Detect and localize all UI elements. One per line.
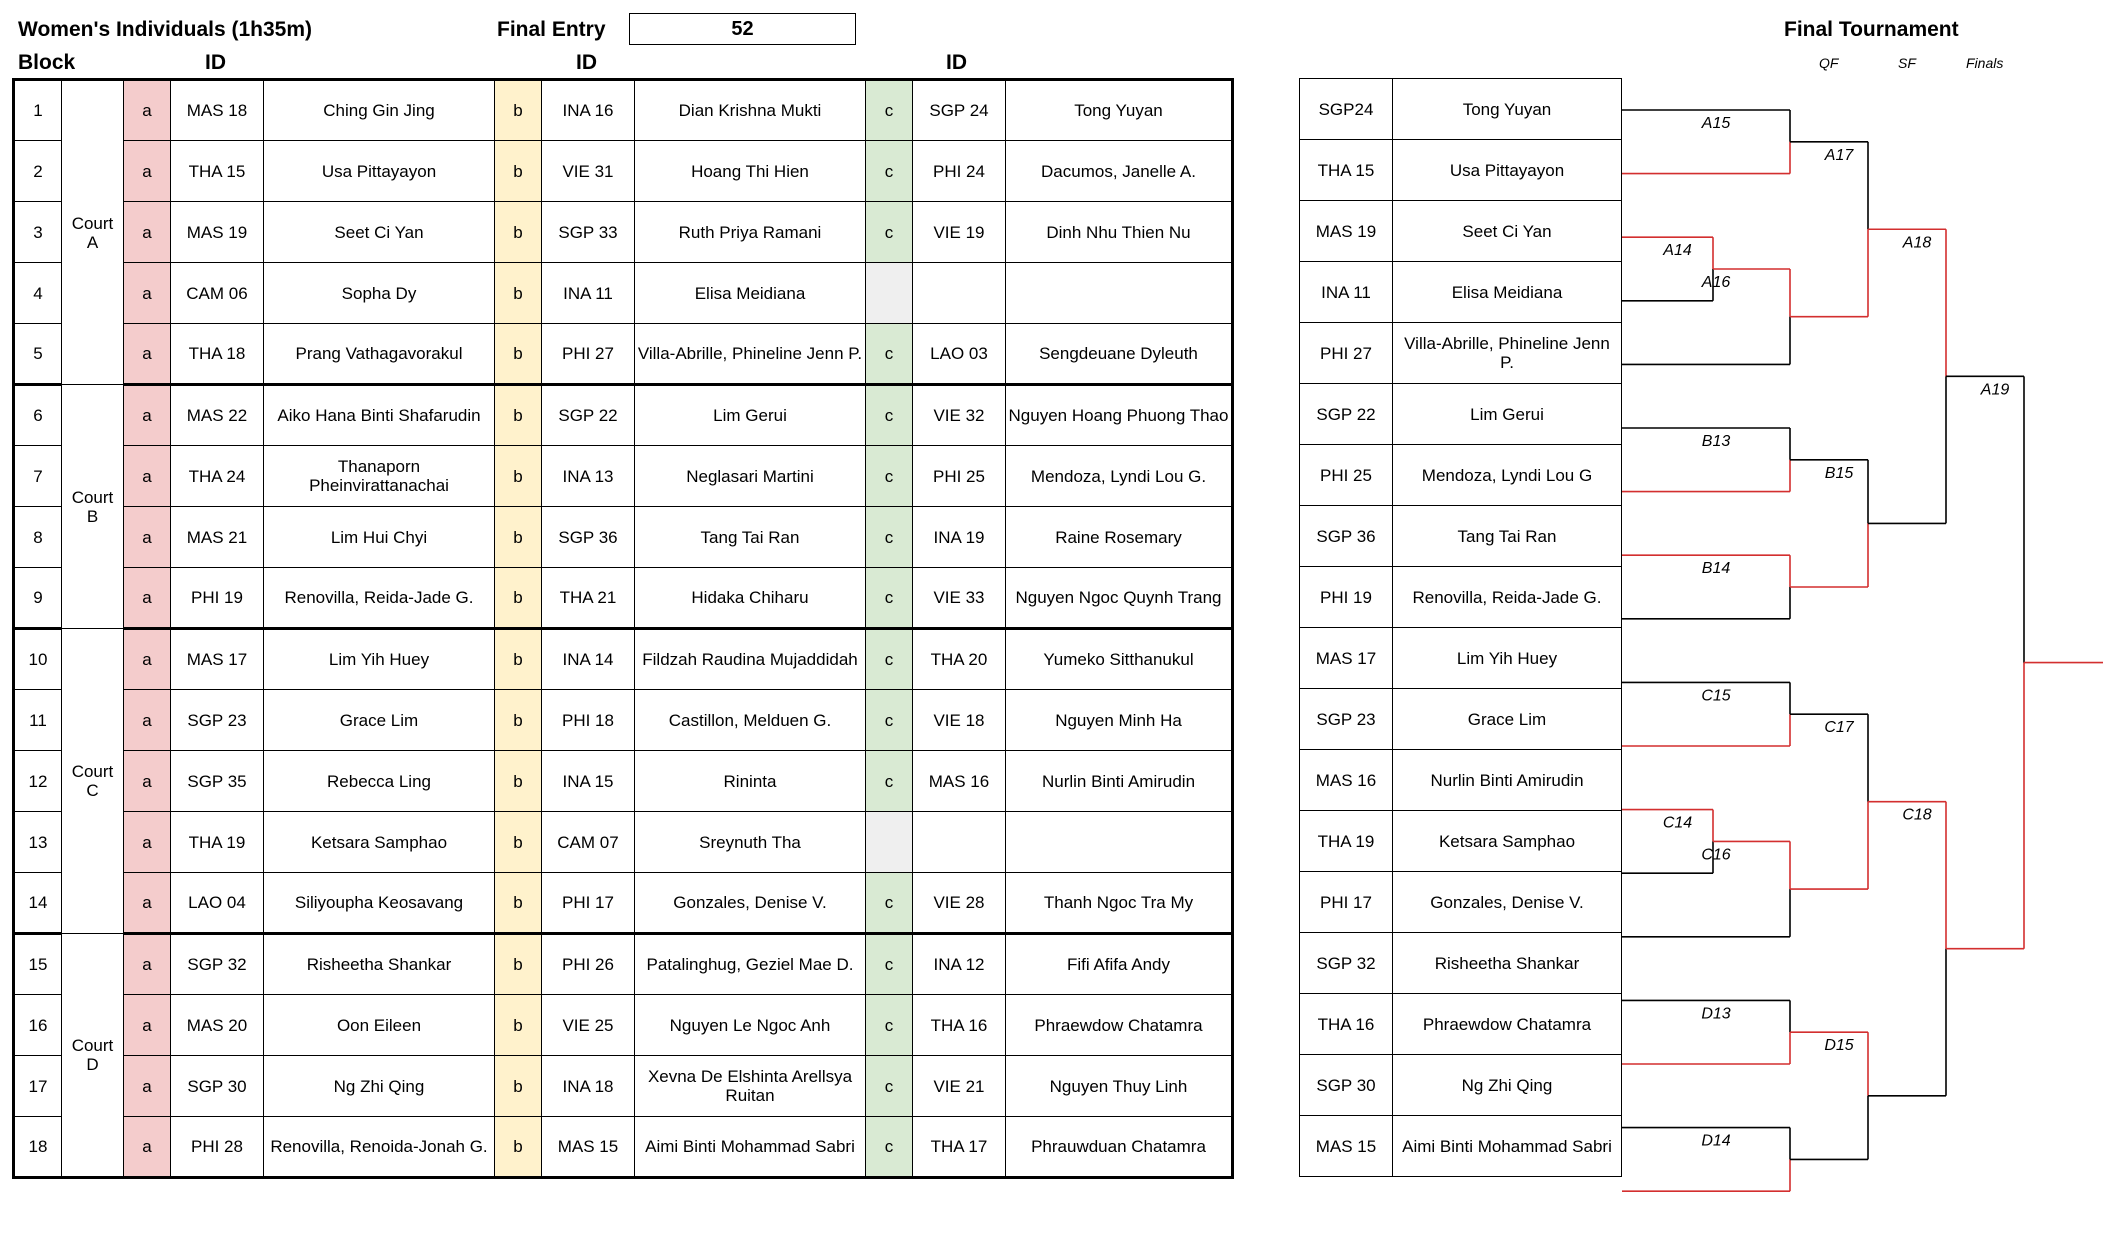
player-c-name: Fifi Afifa Andy xyxy=(1006,934,1233,995)
player-b-id: THA 21 xyxy=(542,568,635,629)
final-entry-id: THA 16 xyxy=(1300,994,1393,1055)
final-entry-id: SGP24 xyxy=(1300,79,1393,140)
player-a-name: Seet Ci Yan xyxy=(264,202,495,263)
player-b-name: Tang Tai Ran xyxy=(635,507,866,568)
pool-c-tag: c xyxy=(866,568,913,629)
player-c-id: INA 12 xyxy=(913,934,1006,995)
player-b-id: INA 13 xyxy=(542,446,635,507)
court-label: Court C xyxy=(62,629,124,934)
match-label: D14 xyxy=(1701,1132,1731,1150)
pool-a-tag: a xyxy=(124,1117,171,1178)
pool-a-tag: a xyxy=(124,324,171,385)
final-entry-name: Seet Ci Yan xyxy=(1393,201,1622,262)
player-c-name: Sengdeuane Dyleuth xyxy=(1006,324,1233,385)
player-a-name: Renovilla, Reida-Jade G. xyxy=(264,568,495,629)
player-b-id: PHI 26 xyxy=(542,934,635,995)
player-b-id: INA 18 xyxy=(542,1056,635,1117)
player-a-id: SGP 35 xyxy=(171,751,264,812)
match-label: A16 xyxy=(1701,274,1731,291)
id-header-c: ID xyxy=(946,51,967,74)
pool-a-tag: a xyxy=(124,934,171,995)
pool-b-tag: b xyxy=(495,80,542,141)
player-a-name: Ketsara Samphao xyxy=(264,812,495,873)
player-a-name: Oon Eileen xyxy=(264,995,495,1056)
player-c-name: Nguyen Ngoc Quynh Trang xyxy=(1006,568,1233,629)
row-number: 11 xyxy=(14,690,62,751)
player-b-id: INA 14 xyxy=(542,629,635,690)
player-b-id: INA 15 xyxy=(542,751,635,812)
pool-a-tag: a xyxy=(124,751,171,812)
row-number: 5 xyxy=(14,324,62,385)
player-c-id: VIE 21 xyxy=(913,1056,1006,1117)
pool-b-tag: b xyxy=(495,1117,542,1178)
player-b-id: CAM 07 xyxy=(542,812,635,873)
final-entry-id: THA 15 xyxy=(1300,140,1393,201)
player-c-name: Dinh Nhu Thien Nu xyxy=(1006,202,1233,263)
row-number: 18 xyxy=(14,1117,62,1178)
player-b-id: INA 16 xyxy=(542,80,635,141)
player-c-id: THA 20 xyxy=(913,629,1006,690)
final-entry-id: PHI 19 xyxy=(1300,567,1393,628)
player-a-name: Renovilla, Renoida-Jonah G. xyxy=(264,1117,495,1178)
player-a-id: SGP 23 xyxy=(171,690,264,751)
pool-a-tag: a xyxy=(124,263,171,324)
pool-b-tag: b xyxy=(495,934,542,995)
player-c-id: SGP 24 xyxy=(913,80,1006,141)
player-a-name: Rebecca Ling xyxy=(264,751,495,812)
pool-a-tag: a xyxy=(124,690,171,751)
id-header-b: ID xyxy=(576,51,597,74)
player-a-id: MAS 19 xyxy=(171,202,264,263)
row-number: 16 xyxy=(14,995,62,1056)
final-entry-id: PHI 27 xyxy=(1300,323,1393,384)
pool-a-tag: a xyxy=(124,629,171,690)
player-b-name: Hoang Thi Hien xyxy=(635,141,866,202)
pool-c-tag: c xyxy=(866,80,913,141)
match-label: A14 xyxy=(1663,242,1692,260)
final-entry-id: MAS 16 xyxy=(1300,750,1393,811)
player-b-id: SGP 33 xyxy=(542,202,635,263)
final-entry-name: Renovilla, Reida-Jade G. xyxy=(1393,567,1622,628)
pool-c-tag: c xyxy=(866,690,913,751)
player-c-id: LAO 03 xyxy=(913,324,1006,385)
player-b-name: Neglasari Martini xyxy=(635,446,866,507)
player-a-id: THA 24 xyxy=(171,446,264,507)
pool-a-tag: a xyxy=(124,385,171,446)
player-b-name: Aimi Binti Mohammad Sabri xyxy=(635,1117,866,1178)
court-label: Court B xyxy=(62,385,124,629)
final-entry-name: Mendoza, Lyndi Lou G xyxy=(1393,445,1622,506)
pool-c-tag: c xyxy=(866,202,913,263)
player-a-id: SGP 30 xyxy=(171,1056,264,1117)
player-b-name: Nguyen Le Ngoc Anh xyxy=(635,995,866,1056)
pool-b-tag: b xyxy=(495,141,542,202)
player-c-name: Dacumos, Janelle A. xyxy=(1006,141,1233,202)
player-b-id: PHI 18 xyxy=(542,690,635,751)
match-label: A17 xyxy=(1824,146,1854,164)
pool-b-tag: b xyxy=(495,1056,542,1117)
final-entry-name: Tong Yuyan xyxy=(1393,79,1622,140)
player-c-id: MAS 16 xyxy=(913,751,1006,812)
pool-b-tag: b xyxy=(495,995,542,1056)
final-entry-name: Gonzales, Denise V. xyxy=(1393,872,1622,933)
final-entry-id: SGP 36 xyxy=(1300,506,1393,567)
final-entry-name: Phraewdow Chatamra xyxy=(1393,994,1622,1055)
pool-a-tag: a xyxy=(124,202,171,263)
player-a-id: MAS 20 xyxy=(171,995,264,1056)
player-b-name: Xevna De Elshinta Arellsya Ruitan xyxy=(635,1056,866,1117)
final-entry-id: MAS 19 xyxy=(1300,201,1393,262)
player-c-name: Nguyen Hoang Phuong Thao xyxy=(1006,385,1233,446)
pool-a-tag: a xyxy=(124,80,171,141)
player-a-id: SGP 32 xyxy=(171,934,264,995)
block-header: Block xyxy=(18,51,76,74)
match-label: A18 xyxy=(1902,234,1932,252)
final-entry-label: Final Entry xyxy=(497,18,606,41)
player-a-name: Usa Pittayayon xyxy=(264,141,495,202)
player-b-name: Lim Gerui xyxy=(635,385,866,446)
player-a-id: THA 19 xyxy=(171,812,264,873)
row-number: 12 xyxy=(14,751,62,812)
round-finals-label: Finals xyxy=(1966,55,2004,71)
pool-c-tag: c xyxy=(866,141,913,202)
row-number: 2 xyxy=(14,141,62,202)
final-entry-name: Usa Pittayayon xyxy=(1393,140,1622,201)
player-c-id: VIE 32 xyxy=(913,385,1006,446)
pool-b-tag: b xyxy=(495,263,542,324)
match-label: B14 xyxy=(1701,560,1731,578)
final-entry-name: Ketsara Samphao xyxy=(1393,811,1622,872)
player-c-id: VIE 33 xyxy=(913,568,1006,629)
row-number: 14 xyxy=(14,873,62,934)
player-b-id: VIE 25 xyxy=(542,995,635,1056)
pool-a-tag: a xyxy=(124,446,171,507)
pool-c-tag: c xyxy=(866,507,913,568)
final-entry-value: 52 xyxy=(629,13,856,45)
match-label: D13 xyxy=(1701,1005,1731,1023)
player-a-name: Thanaporn Pheinvirattanachai xyxy=(264,446,495,507)
player-b-name: Gonzales, Denise V. xyxy=(635,873,866,934)
player-c-name: Tong Yuyan xyxy=(1006,80,1233,141)
player-b-name: Dian Krishna Mukti xyxy=(635,80,866,141)
player-a-id: CAM 06 xyxy=(171,263,264,324)
final-entry-name: Lim Yih Huey xyxy=(1393,628,1622,689)
pool-a-tag: a xyxy=(124,568,171,629)
row-number: 8 xyxy=(14,507,62,568)
player-a-name: Siliyoupha Keosavang xyxy=(264,873,495,934)
pool-c-tag: c xyxy=(866,751,913,812)
row-number: 7 xyxy=(14,446,62,507)
pool-b-tag: b xyxy=(495,385,542,446)
court-label: Court D xyxy=(62,934,124,1178)
player-b-id: PHI 27 xyxy=(542,324,635,385)
player-c-name: Mendoza, Lyndi Lou G. xyxy=(1006,446,1233,507)
player-b-name: Castillon, Melduen G. xyxy=(635,690,866,751)
final-entry-name: Elisa Meidiana xyxy=(1393,262,1622,323)
pool-c-tag: c xyxy=(866,629,913,690)
id-header-a: ID xyxy=(205,51,226,74)
player-c-id: THA 16 xyxy=(913,995,1006,1056)
pool-c-tag: c xyxy=(866,324,913,385)
pool-c-tag: c xyxy=(866,873,913,934)
pool-a-tag: a xyxy=(124,1056,171,1117)
player-b-name: Villa-Abrille, Phineline Jenn P. xyxy=(635,324,866,385)
pool-b-tag: b xyxy=(495,873,542,934)
player-a-id: THA 18 xyxy=(171,324,264,385)
pool-b-tag: b xyxy=(495,324,542,385)
match-label: B15 xyxy=(1824,464,1854,482)
pool-a-tag: a xyxy=(124,995,171,1056)
match-label: C16 xyxy=(1701,846,1731,864)
row-number: 17 xyxy=(14,1056,62,1117)
row-number: 3 xyxy=(14,202,62,263)
match-label: C18 xyxy=(1902,806,1932,824)
match-label: B13 xyxy=(1701,433,1731,450)
player-a-name: Lim Hui Chyi xyxy=(264,507,495,568)
player-a-id: MAS 22 xyxy=(171,385,264,446)
player-a-id: MAS 18 xyxy=(171,80,264,141)
player-b-id: VIE 31 xyxy=(542,141,635,202)
player-c-name: Raine Rosemary xyxy=(1006,507,1233,568)
pool-b-tag: b xyxy=(495,751,542,812)
pool-b-tag: b xyxy=(495,568,542,629)
player-b-id: INA 11 xyxy=(542,263,635,324)
pool-b-tag: b xyxy=(495,629,542,690)
row-number: 15 xyxy=(14,934,62,995)
player-c-name: Nguyen Minh Ha xyxy=(1006,690,1233,751)
tournament-title: Final Tournament xyxy=(1784,18,1959,41)
pool-a-tag: a xyxy=(124,812,171,873)
final-entry-id: SGP 22 xyxy=(1300,384,1393,445)
player-b-name: Fildzah Raudina Mujaddidah xyxy=(635,629,866,690)
player-c-name: Nurlin Binti Amirudin xyxy=(1006,751,1233,812)
player-c-name: Phrauwduan Chatamra xyxy=(1006,1117,1233,1178)
player-b-name: Sreynuth Tha xyxy=(635,812,866,873)
player-c-name: Thanh Ngoc Tra My xyxy=(1006,873,1233,934)
player-c-id: INA 19 xyxy=(913,507,1006,568)
final-entry-id: SGP 23 xyxy=(1300,689,1393,750)
player-c-id: THA 17 xyxy=(913,1117,1006,1178)
pool-a-tag: a xyxy=(124,507,171,568)
match-label: C15 xyxy=(1701,687,1731,705)
player-a-id: THA 15 xyxy=(171,141,264,202)
event-title: Women's Individuals (1h35m) xyxy=(18,18,312,41)
player-a-id: PHI 19 xyxy=(171,568,264,629)
final-entry-name: Risheetha Shankar xyxy=(1393,933,1622,994)
player-a-id: MAS 21 xyxy=(171,507,264,568)
player-c-id: PHI 25 xyxy=(913,446,1006,507)
player-b-id: SGP 22 xyxy=(542,385,635,446)
pool-c-tag: c xyxy=(866,1117,913,1178)
match-label: A15 xyxy=(1701,115,1731,132)
player-c-name: Phraewdow Chatamra xyxy=(1006,995,1233,1056)
final-entry-id: SGP 32 xyxy=(1300,933,1393,994)
row-number: 13 xyxy=(14,812,62,873)
final-entry-id: PHI 17 xyxy=(1300,872,1393,933)
round-sf-label: SF xyxy=(1898,55,1916,71)
player-b-name: Elisa Meidiana xyxy=(635,263,866,324)
row-number: 1 xyxy=(14,80,62,141)
pool-b-tag: b xyxy=(495,507,542,568)
match-label: C17 xyxy=(1824,719,1854,737)
player-c-name: Yumeko Sitthanukul xyxy=(1006,629,1233,690)
final-entry-id: MAS 15 xyxy=(1300,1116,1393,1177)
player-c-id: PHI 24 xyxy=(913,141,1006,202)
match-label: C14 xyxy=(1662,814,1693,832)
player-a-name: Lim Yih Huey xyxy=(264,629,495,690)
final-entry-id: INA 11 xyxy=(1300,262,1393,323)
pool-b-tag: b xyxy=(495,812,542,873)
final-entry-id: THA 19 xyxy=(1300,811,1393,872)
final-entry-name: Tang Tai Ran xyxy=(1393,506,1622,567)
player-b-id: SGP 36 xyxy=(542,507,635,568)
pool-a-tag: a xyxy=(124,141,171,202)
row-number: 9 xyxy=(14,568,62,629)
player-c-id: VIE 28 xyxy=(913,873,1006,934)
pool-b-tag: b xyxy=(495,202,542,263)
final-entry-name: Aimi Binti Mohammad Sabri xyxy=(1393,1116,1622,1177)
final-entry-name: Lim Gerui xyxy=(1393,384,1622,445)
player-c-id: VIE 19 xyxy=(913,202,1006,263)
player-a-name: Ching Gin Jing xyxy=(264,80,495,141)
pool-b-tag: b xyxy=(495,690,542,751)
player-c-name: Nguyen Thuy Linh xyxy=(1006,1056,1233,1117)
row-number: 6 xyxy=(14,385,62,446)
row-number: 10 xyxy=(14,629,62,690)
player-a-id: PHI 28 xyxy=(171,1117,264,1178)
player-a-name: Risheetha Shankar xyxy=(264,934,495,995)
row-number: 4 xyxy=(14,263,62,324)
player-c-id: VIE 18 xyxy=(913,690,1006,751)
final-entry-id: PHI 25 xyxy=(1300,445,1393,506)
player-b-name: Patalinghug, Geziel Mae D. xyxy=(635,934,866,995)
player-b-name: Ruth Priya Ramani xyxy=(635,202,866,263)
final-entry-name: Ng Zhi Qing xyxy=(1393,1055,1622,1116)
player-b-id: MAS 15 xyxy=(542,1117,635,1178)
player-a-name: Prang Vathagavorakul xyxy=(264,324,495,385)
player-b-name: Hidaka Chiharu xyxy=(635,568,866,629)
final-entry-name: Villa-Abrille, Phineline Jenn P. xyxy=(1393,323,1622,384)
pool-b-tag: b xyxy=(495,446,542,507)
player-a-id: MAS 17 xyxy=(171,629,264,690)
pool-c-tag: c xyxy=(866,385,913,446)
player-b-name: Rininta xyxy=(635,751,866,812)
round-qf-label: QF xyxy=(1819,55,1839,71)
player-a-name: Aiko Hana Binti Shafarudin xyxy=(264,385,495,446)
player-a-id: LAO 04 xyxy=(171,873,264,934)
player-a-name: Grace Lim xyxy=(264,690,495,751)
final-entry-id: MAS 17 xyxy=(1300,628,1393,689)
player-b-id: PHI 17 xyxy=(542,873,635,934)
court-label: Court A xyxy=(62,80,124,385)
final-entry-name: Nurlin Binti Amirudin xyxy=(1393,750,1622,811)
pool-c-tag: c xyxy=(866,995,913,1056)
pool-c-tag: c xyxy=(866,934,913,995)
match-label: A19 xyxy=(1980,381,2010,399)
pool-c-tag: c xyxy=(866,1056,913,1117)
match-label: D15 xyxy=(1824,1037,1854,1055)
pool-c-tag: c xyxy=(866,446,913,507)
final-entry-id: SGP 30 xyxy=(1300,1055,1393,1116)
player-a-name: Sopha Dy xyxy=(264,263,495,324)
pool-a-tag: a xyxy=(124,873,171,934)
player-a-name: Ng Zhi Qing xyxy=(264,1056,495,1117)
final-entry-name: Grace Lim xyxy=(1393,689,1622,750)
